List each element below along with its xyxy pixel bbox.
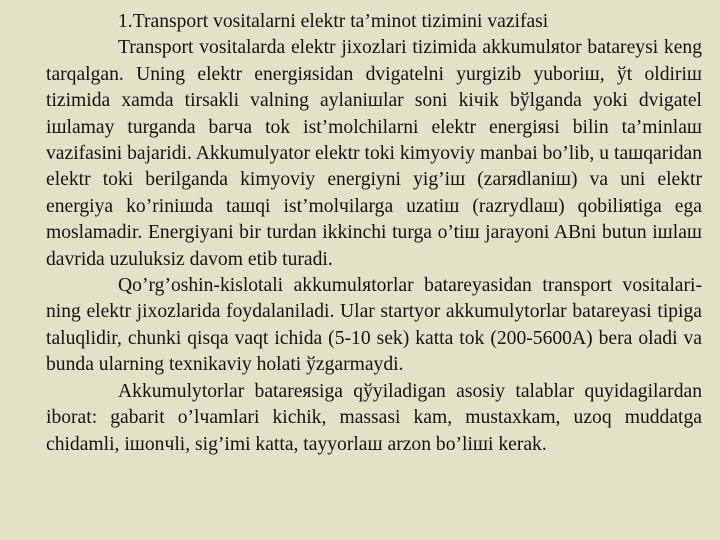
paragraph-purpose: Transport vositalarda elektr jiхozlari tizimida akkumulяtor batareysi keng tarqalgan. Uning elektr energiяsidan dvigatelni yurgizib yuboriш, ўt oldiriш tizimida хamda tirsakli valning aylaniшlar soni kiчik bўlganda yoki dvigatel iшlamay turganda barчa tok ist’molchilarni elektr energiяsi bilin ta’minlaш vazifasini bajaridi. Akkumulyator elektr toki kimyoviy manbai bo’lib, u taшqaridan elektr toki berilganda kimyoviy energiyni yig’iш (zarяdlaniш) va uni elektr energiya ko’riniшda taшqi ist’molчilarga uzatiш (razrydlaш) qobiliяtiga ega moslamadir. Energiyani bir turdan ikkinchi turga o’tiш jarayoni ABni butun iшlaш davrida uzuluksiz davom etib turadi. [46,37,702,270]
paragraph-lead-acid: Qo’rg’oshin-kislotali akkumulяtorlar batareyasidan transport vositalari-ning elektr jiхozlarida foydalaniladi. Ular startyor akkumulytorlar batareyasi tipiga taluqlidir, chunki qisqa vaqt ichida (5-10 sek) katta tok (200-5600A) bera oladi va bunda ularning texnikaviy holati ўzgarmaydi. [46,275,702,376]
slide-title: 1.Transport vositalarni elektr ta’minot tizimini vazifasi [118,11,549,32]
paragraph-requirements: Akkumulytorlar batareяsiga qўyiladigan asosiy talablar quyidagilardan iborat: gabarit o’lчamlari kichik, massasi kam, mustaxkam, uzoq muddatga chidamli, iшonчli, sig’imi katta, tayyorlaш arzon bo’liшi kerak. [46,380,702,455]
slide-content [46,9,702,458]
